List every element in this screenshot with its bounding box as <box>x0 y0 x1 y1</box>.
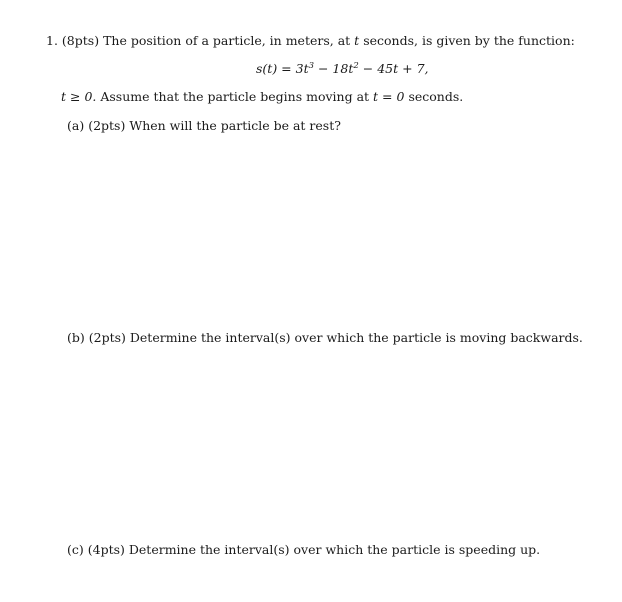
question-points: (8pts) <box>61 33 100 48</box>
part-c-points: (4pts) <box>87 542 125 557</box>
question-intro-start: The position of a particle, in meters, at <box>103 33 351 48</box>
t-equals-zero: t = 0 <box>373 89 405 104</box>
part-b-text: Determine the interval(s) over which the particle is moving backwards. <box>129 330 583 345</box>
t-nonnegative: t ≥ 0. <box>61 89 97 104</box>
equation-tail: − 45t + 7, <box>358 61 429 76</box>
part-a-text: When will the particle be at rest? <box>129 118 341 133</box>
question-intro-end: seconds, is given by the function: <box>363 33 575 48</box>
part-b-label: (b) <box>67 330 85 345</box>
part-c-label: (c) <box>67 542 84 557</box>
part-a <box>67 118 341 134</box>
question-number: 1. <box>46 33 58 48</box>
condition-sentence-start: Assume that the particle begins moving at <box>100 89 370 104</box>
condition-sentence-end: seconds. <box>408 89 464 104</box>
domain-condition <box>61 89 463 105</box>
equation-exponent-2: 2 <box>353 61 359 71</box>
part-b <box>67 330 583 346</box>
variable-t: t <box>354 33 360 48</box>
part-a-points: (2pts) <box>88 118 126 133</box>
part-a-label: (a) <box>67 118 85 133</box>
equation-lhs: s(t) = 3t <box>256 61 309 76</box>
equation-middle: − 18t <box>314 61 354 76</box>
position-equation <box>256 61 429 77</box>
question-heading <box>46 33 575 49</box>
equation-exponent-3: 3 <box>308 61 315 71</box>
part-c-text: Determine the interval(s) over which the particle is speeding up. <box>128 542 541 557</box>
part-b-points: (2pts) <box>88 330 126 345</box>
part-c <box>67 542 540 558</box>
